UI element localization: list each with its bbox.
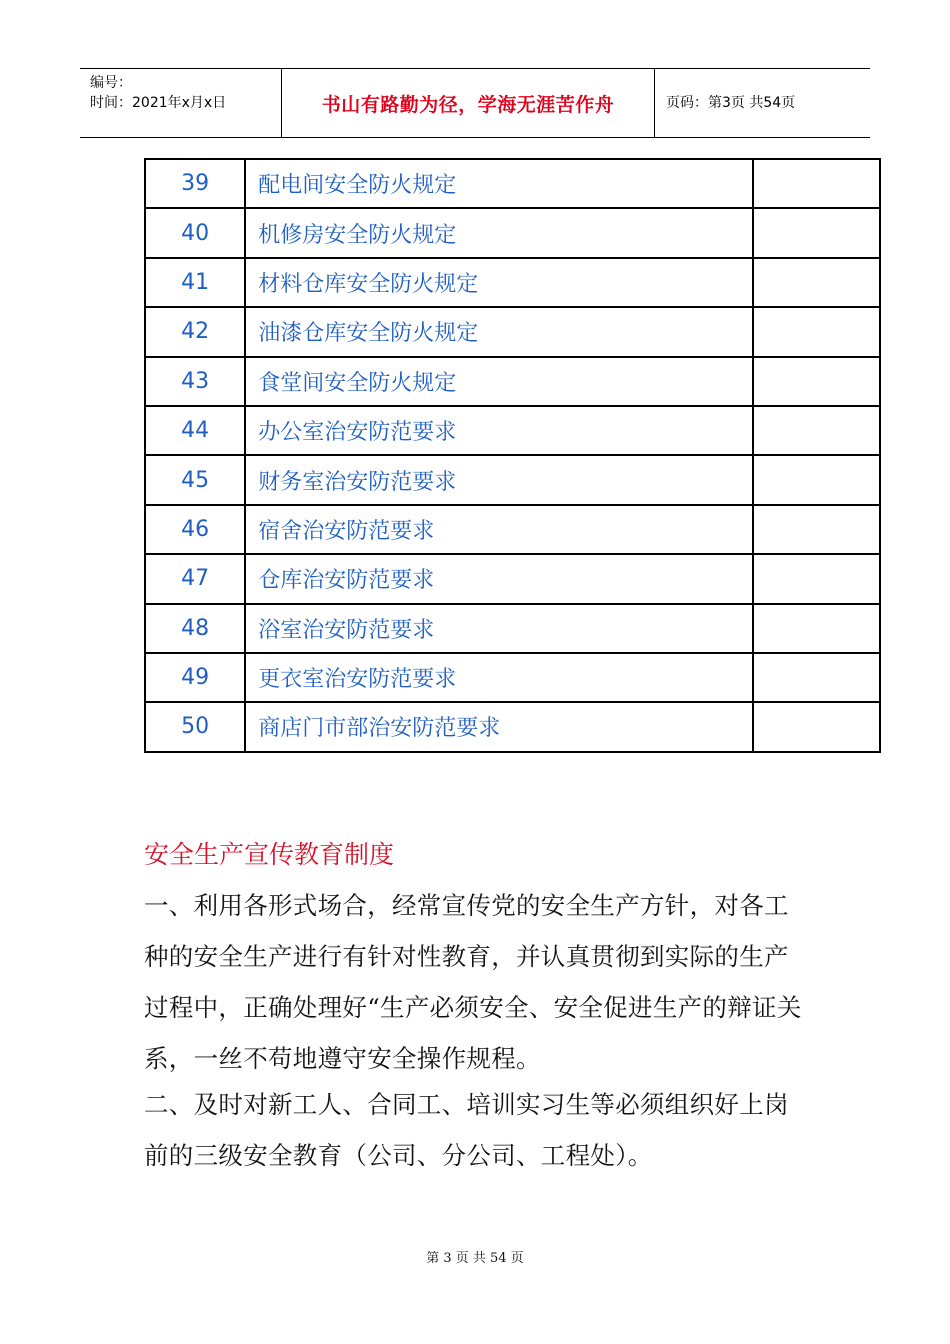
row-name: 油漆仓库安全防火规定 bbox=[245, 307, 752, 356]
table-row bbox=[145, 505, 880, 554]
table-row bbox=[145, 653, 880, 702]
row-name: 配电间安全防火规定 bbox=[245, 159, 752, 208]
row-number: 41 bbox=[145, 258, 245, 307]
row-number: 43 bbox=[145, 357, 245, 406]
row-name: 财务室治安防范要求 bbox=[245, 455, 752, 504]
row-name: 机修房安全防火规定 bbox=[245, 208, 752, 257]
table-row bbox=[145, 406, 880, 455]
row-name: 食堂间安全防火规定 bbox=[245, 357, 752, 406]
table-row bbox=[145, 455, 880, 504]
page-header bbox=[80, 68, 870, 138]
table-row bbox=[145, 307, 880, 356]
time-label: 时间：2021年x月x日 bbox=[90, 95, 227, 111]
header-page-info: 页码：第3页 共54页 bbox=[666, 95, 796, 111]
row-number: 48 bbox=[145, 604, 245, 653]
row-number: 44 bbox=[145, 406, 245, 455]
row-note bbox=[753, 554, 880, 603]
table-row bbox=[145, 357, 880, 406]
page-footer: 第 3 页 共 54 页 bbox=[426, 1251, 524, 1266]
row-name: 商店门市部治安防范要求 bbox=[245, 702, 752, 751]
row-number: 45 bbox=[145, 455, 245, 504]
table-row bbox=[145, 702, 880, 751]
paragraph-1: 一、利用各形式场合，经常宣传党的安全生产方针，对各工种的安全生产进行有针对性教育，并认真贯彻到实际的生产过程中，正确处理好“生产必须安全、安全促进生产的辩证关系，一丝不苟地遵守安全操作规程。 bbox=[144, 891, 802, 1073]
row-number: 49 bbox=[145, 653, 245, 702]
row-number: 40 bbox=[145, 208, 245, 257]
table-row bbox=[145, 604, 880, 653]
row-note bbox=[753, 406, 880, 455]
header-meta bbox=[90, 73, 226, 113]
row-number: 39 bbox=[145, 159, 245, 208]
header-motto: 书山有路勤为径，学海无涯苦作舟 bbox=[281, 69, 655, 137]
row-number: 50 bbox=[145, 702, 245, 751]
row-note bbox=[753, 653, 880, 702]
row-note bbox=[753, 159, 880, 208]
table-row bbox=[145, 208, 880, 257]
paragraph-2: 二、及时对新工人、合同工、培训实习生等必须组织好上岗前的三级安全教育（公司、分公司、工程处）。 bbox=[144, 1090, 789, 1170]
row-name: 仓库治安防范要求 bbox=[245, 554, 752, 603]
section-title: 安全生产宣传教育制度 bbox=[144, 840, 395, 869]
row-note bbox=[753, 604, 880, 653]
row-note bbox=[753, 258, 880, 307]
row-note bbox=[753, 208, 880, 257]
row-number: 46 bbox=[145, 505, 245, 554]
row-note bbox=[753, 702, 880, 751]
row-number: 47 bbox=[145, 554, 245, 603]
row-name: 更衣室治安防范要求 bbox=[245, 653, 752, 702]
row-name: 办公室治安防范要求 bbox=[245, 406, 752, 455]
table-row bbox=[145, 258, 880, 307]
row-name: 材料仓库安全防火规定 bbox=[245, 258, 752, 307]
row-name: 宿舍治安防范要求 bbox=[245, 505, 752, 554]
row-note bbox=[753, 455, 880, 504]
table-row bbox=[145, 159, 880, 208]
row-name: 浴室治安防范要求 bbox=[245, 604, 752, 653]
row-note bbox=[753, 307, 880, 356]
number-label: 编号： bbox=[90, 75, 132, 91]
row-number: 42 bbox=[145, 307, 245, 356]
row-note bbox=[753, 505, 880, 554]
regulation-table bbox=[144, 158, 881, 753]
table-row bbox=[145, 554, 880, 603]
row-note bbox=[753, 357, 880, 406]
